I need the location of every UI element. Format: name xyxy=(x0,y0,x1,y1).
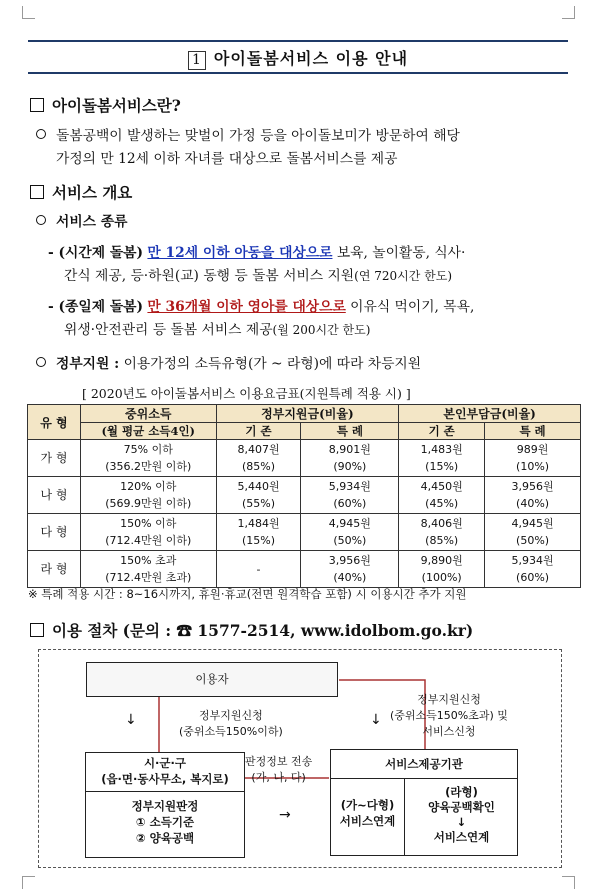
flow-label-provider-apply-2: (중위소득150%초과) 및 xyxy=(390,709,508,722)
circle-bullet-icon xyxy=(36,357,46,367)
header-type: 유 형 xyxy=(28,405,81,440)
amount: 989원 xyxy=(516,443,549,456)
ratio: (15%) xyxy=(241,534,276,547)
ratio: (100%) xyxy=(421,571,462,584)
amount: 3,956원 xyxy=(328,554,371,567)
fullday-care-limit: (월 200시간 한도) xyxy=(272,323,371,337)
fee-table xyxy=(27,404,581,588)
row-gov-special xyxy=(301,514,399,551)
row-gov-special xyxy=(301,477,399,514)
fee-table-subheader-row xyxy=(28,423,581,440)
ratio: (10%) xyxy=(516,460,550,473)
flow-label-provider-apply-1: 정부지원신청 xyxy=(417,693,481,706)
hourly-care-line-1 xyxy=(48,241,465,261)
about-line-1 xyxy=(36,124,460,144)
amount: 9,890원 xyxy=(420,554,463,567)
ratio: (85%) xyxy=(425,534,459,547)
row-type: 라 형 xyxy=(28,551,81,588)
crop-mark-bottom-left xyxy=(22,876,35,889)
crop-mark-top-right xyxy=(562,6,575,19)
arrow-down-icon: ↓ xyxy=(456,815,467,829)
row-income xyxy=(80,551,216,588)
ratio: (60%) xyxy=(333,497,367,510)
amount: 8,406원 xyxy=(420,517,463,530)
page-title-bar xyxy=(28,40,568,74)
flow-label-transfer-2: (가, 나, 다) xyxy=(251,771,306,784)
row-gov-special xyxy=(301,440,399,477)
header-gov: 정부지원금(비율) xyxy=(216,405,399,423)
gov-support-text: 이용가정의 소득유형(가 ~ 라형)에 따라 차등지원 xyxy=(123,356,422,372)
local-gov-body xyxy=(86,792,244,846)
flow-node-provider xyxy=(330,749,518,856)
ratio: (85%) xyxy=(241,460,276,473)
crop-mark-bottom-right xyxy=(562,876,575,889)
provider-title: 서비스제공기관 xyxy=(331,750,517,779)
income-amount: (356.2만원 이하) xyxy=(105,460,192,473)
amount: 8,407원 xyxy=(237,443,280,456)
flow-label-gov-apply xyxy=(179,708,283,740)
header-self-existing: 기 존 xyxy=(399,423,485,440)
ratio: (55%) xyxy=(241,497,276,510)
header-gov-existing: 기 존 xyxy=(216,423,301,440)
row-income xyxy=(80,514,216,551)
flow-label-transfer xyxy=(245,754,312,786)
header-gov-special: 특 례 xyxy=(301,423,399,440)
flow-label-transfer-1: 판정정보 전송 xyxy=(245,755,313,768)
amount: 3,956원 xyxy=(511,480,554,493)
title-rule-bottom xyxy=(28,72,568,74)
amount: - xyxy=(256,562,261,576)
gov-support-label: 정부지원 : xyxy=(56,356,120,372)
row-income xyxy=(80,440,216,477)
income-amount: (569.9만원 이하) xyxy=(105,497,192,510)
row-income xyxy=(80,477,216,514)
fee-table-header-row xyxy=(28,405,581,423)
header-self: 본인부담금(비율) xyxy=(399,405,581,423)
amount: 8,901원 xyxy=(328,443,371,456)
local-gov-title-1: 시·군·구 xyxy=(143,756,187,770)
row-self-existing xyxy=(399,440,485,477)
fullday-care-target: 만 36개월 이하 영아를 대상으로 xyxy=(147,299,346,315)
row-self-special xyxy=(485,514,581,551)
procedure-flowchart xyxy=(38,649,562,868)
amount: 1,483원 xyxy=(420,443,463,456)
hourly-care-limit: (연 720시간 한도) xyxy=(354,269,452,283)
table-row xyxy=(28,440,581,477)
service-types-heading xyxy=(36,210,127,230)
flow-node-user: 이용자 xyxy=(86,662,338,697)
hourly-care-line-2 xyxy=(64,264,452,284)
header-income: 중위소득 xyxy=(80,405,216,423)
circle-bullet-icon xyxy=(36,129,46,139)
local-gov-body-3: ② 양육공백 xyxy=(135,831,195,845)
table-row xyxy=(28,477,581,514)
amount: 1,484원 xyxy=(237,517,280,530)
income-rate: 75% 이하 xyxy=(123,443,173,456)
ratio: (60%) xyxy=(516,571,550,584)
amount: 5,440원 xyxy=(237,480,280,493)
local-gov-body-2: ① 소득기준 xyxy=(135,815,195,829)
row-gov-existing xyxy=(216,477,301,514)
income-rate: 150% 이하 xyxy=(120,517,177,530)
income-rate: 150% 초과 xyxy=(120,554,177,567)
ratio: (50%) xyxy=(333,534,367,547)
arrow-down-icon: ↓ xyxy=(370,712,382,728)
income-amount: (712.4만원 이하) xyxy=(105,534,192,547)
square-bullet-icon xyxy=(30,185,44,199)
section-heading-overview-text: 서비스 개요 xyxy=(52,183,133,202)
header-self-special: 특 례 xyxy=(485,423,581,440)
row-self-special xyxy=(485,551,581,588)
section-heading-overview xyxy=(30,181,132,203)
provider-right-2: 양육공백확인 xyxy=(428,800,495,814)
flow-label-gov-apply-1: 정부지원신청 xyxy=(199,709,263,722)
row-self-existing xyxy=(399,514,485,551)
provider-left-1: (가~다형) xyxy=(340,798,395,812)
flow-node-local-gov xyxy=(85,752,245,858)
local-gov-title-2: (읍·면·동사무소, 복지로) xyxy=(101,772,229,786)
provider-right-4: 서비스연계 xyxy=(433,830,490,844)
provider-left-cell xyxy=(331,779,405,855)
income-rate: 120% 이하 xyxy=(120,480,177,493)
section-heading-about-text: 아이돌봄서비스란? xyxy=(52,96,181,115)
hourly-care-desc-2: 간식 제공, 등·하원(교) 동행 등 돌봄 서비스 지원 xyxy=(64,268,355,284)
row-self-existing xyxy=(399,477,485,514)
provider-left-2: 서비스연계 xyxy=(339,814,396,828)
flow-label-provider-apply-3: 서비스신청 xyxy=(422,725,476,738)
ratio: (40%) xyxy=(333,571,367,584)
amount: 4,945원 xyxy=(328,517,371,530)
amount: 5,934원 xyxy=(511,554,554,567)
income-amount: (712.4만원 초과) xyxy=(105,571,192,584)
section-heading-procedure-text: 이용 절차 (문의 : ☎ 1577-2514, www.idolbom.go.kr) xyxy=(52,621,474,640)
row-type: 나 형 xyxy=(28,477,81,514)
fullday-care-line-2 xyxy=(64,318,370,338)
fee-table-caption: [ 2020년도 아이돌봄서비스 이용요금표(지원특례 적용 시) ] xyxy=(82,386,411,401)
ratio: (90%) xyxy=(333,460,367,473)
row-gov-existing xyxy=(216,551,301,588)
about-line-1-text: 돌봄공백이 발생하는 맞벌이 가정 등을 아이돌보미가 방문하여 해당 xyxy=(56,128,460,144)
table-row xyxy=(28,551,581,588)
row-type: 가 형 xyxy=(28,440,81,477)
fullday-care-name: - (종일제 돌봄) xyxy=(48,299,144,315)
row-self-special xyxy=(485,440,581,477)
square-bullet-icon xyxy=(30,98,44,112)
row-gov-existing xyxy=(216,440,301,477)
gov-support-line xyxy=(36,352,421,372)
amount: 5,934원 xyxy=(328,480,371,493)
ratio: (45%) xyxy=(425,497,459,510)
row-gov-existing xyxy=(216,514,301,551)
fee-table-note: ※ 특례 적용 시간 : 8~16시까지, 휴원·휴교(전면 원격학습 포함) 시 이용시간 추가 지원 xyxy=(28,587,467,601)
hourly-care-name: - (시간제 돌봄) xyxy=(48,245,144,261)
ratio: (15%) xyxy=(425,460,459,473)
section-heading-about xyxy=(30,94,181,116)
fullday-care-desc: 이유식 먹이기, 목욕, xyxy=(350,299,475,315)
header-income-sub: (월 평균 소득4인) xyxy=(80,423,216,440)
flow-label-gov-apply-2: (중위소득150%이하) xyxy=(179,725,283,738)
flow-label-provider-apply xyxy=(390,692,508,740)
fullday-care-desc-2: 위생·안전관리 등 돌봄 서비스 제공 xyxy=(64,322,273,338)
amount: 4,450원 xyxy=(420,480,463,493)
hourly-care-target: 만 12세 이하 아동을 대상으로 xyxy=(147,245,333,261)
provider-right-cell xyxy=(406,779,517,845)
local-gov-body-1: 정부지원판정 xyxy=(131,799,199,813)
hourly-care-desc: 보육, 놀이활동, 식사· xyxy=(336,245,466,261)
row-type: 다 형 xyxy=(28,514,81,551)
ratio: (40%) xyxy=(516,497,550,510)
row-self-special xyxy=(485,477,581,514)
page-title xyxy=(28,46,568,70)
title-number: 1 xyxy=(188,51,206,70)
row-self-existing xyxy=(399,551,485,588)
arrow-right-icon: → xyxy=(279,807,291,823)
arrow-down-icon: ↓ xyxy=(125,712,137,728)
fullday-care-line-1 xyxy=(48,295,474,315)
amount: 4,945원 xyxy=(511,517,554,530)
provider-right-1: (라형) xyxy=(445,785,478,799)
title-rule-top xyxy=(28,40,568,42)
square-bullet-icon xyxy=(30,623,44,637)
section-heading-procedure xyxy=(30,619,473,641)
ratio: (50%) xyxy=(516,534,550,547)
local-gov-title xyxy=(86,753,244,792)
row-gov-special xyxy=(301,551,399,588)
crop-mark-top-left xyxy=(22,6,35,19)
service-types-heading-text: 서비스 종류 xyxy=(56,214,128,230)
title-text: 아이돌봄서비스 이용 안내 xyxy=(213,49,409,68)
table-row xyxy=(28,514,581,551)
about-line-2: 가정의 만 12세 이하 자녀를 대상으로 돌봄서비스를 제공 xyxy=(56,151,398,167)
circle-bullet-icon xyxy=(36,215,46,225)
